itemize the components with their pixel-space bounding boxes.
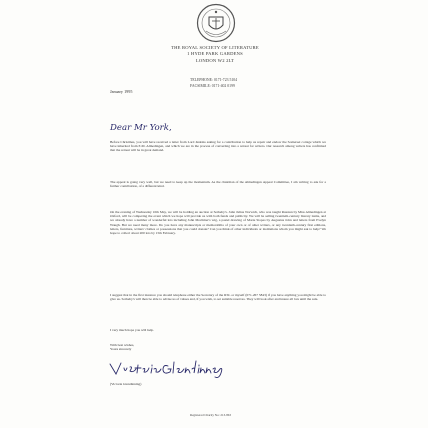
signatory-name: (Victoria Glendinning) [110, 382, 142, 386]
closing [110, 343, 134, 351]
salutation: Dear Mr York, [110, 123, 172, 133]
handwritten-signature [108, 358, 228, 380]
address-city: LONDON W2 2LT [195, 57, 235, 63]
closing-line-2: Yours sincerely [110, 347, 132, 352]
paragraph-5: I very much hope you will help. [110, 328, 155, 332]
address-street: 1 HYDE PARK GARDENS [187, 51, 243, 57]
society-name: THE ROYAL SOCIETY OF LITERATURE [171, 45, 259, 50]
letterhead-address [140, 45, 290, 64]
closing-line-1: With best wishes, [110, 343, 135, 347]
letter-date: January 1995 [110, 89, 133, 94]
facsimile-number: FACSIMILE: 0171-402 0199 [190, 84, 235, 89]
paragraph-3: On the evening of Wednesday 10th May, we will be holding an auction at Sotheby's. John Julius Norwich, who was taught Russian by Miss Almedingen at Oxford, will be compering the event which we hope will provide us with both funds and publicity. We will be selling twentieth-century literary items, and we already have a number of wonderful lots including John Mortimer's wig, a pastel drawing of Marie Stopes by Augustus John and letters from Evelyn Waugh. But we need many more. Do you have any manuscripts or memorabilia of your own or of other writers, or any twentieth-century first editions, letters, furniture, writers' clothes or possessions that you could donate? Can you think of other individuals or institutions whom you might ask to help? We hope to collect about 200 lots by 15th February. [110, 210, 326, 236]
paragraph-2: The appeal is going very well, but we need to keep up the momentum. As the chairman of the Almedingen Appeal Committee, I am writing to ask for a further contribution, of a different kind. [110, 180, 326, 189]
charity-number: Registered Charity No: 213-863 [190, 413, 231, 417]
contact-numbers [190, 77, 237, 89]
paragraph-4: I suggest that in the first instance you should telephone either the Secretary of the RSL or myself (071-267 5843) if you have anything you might be able to give us. Sotheby's will then be able to advise us of values and, if you wish, to set suitable reserves. They will look after and insure all lots until the sale. [110, 293, 326, 302]
society-seal-icon [196, 3, 236, 43]
telephone-number: TELEPHONE: 0171-723 5104 [190, 78, 238, 82]
paragraph-1: Before Christmas, you will have received a letter from Lord Jenkins asking for a contribution to help us repair and endow the Somerset cottage which we have inherited from E.M. Almedingen, and which we are in the process of converting into a retreat for writers. Our research among writers has confirmed that the retreat will be in great demand. [110, 140, 326, 153]
